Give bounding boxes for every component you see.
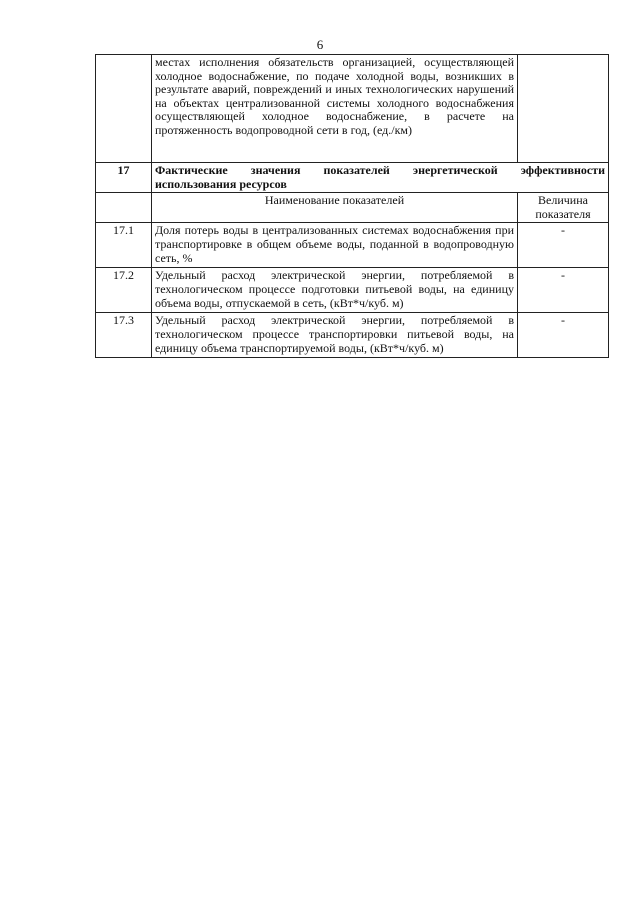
table-header-row [96, 193, 609, 223]
table-row [96, 223, 609, 268]
row-text: Доля потерь воды в централизованных системах водоснабжения при транспортировке в общем объеме воды, поданной в водопроводную сеть, % [152, 223, 518, 268]
row-value: - [518, 313, 609, 358]
row-number: 17.3 [96, 313, 152, 358]
row-number: 17.1 [96, 223, 152, 268]
continuation-value [518, 55, 609, 163]
table-row [96, 268, 609, 313]
table-row-section-17 [96, 163, 609, 193]
table-row-continuation [96, 55, 609, 163]
row-value: - [518, 268, 609, 313]
header-value: Величина показателя [518, 193, 609, 223]
section-number: 17 [96, 163, 152, 193]
table-row [96, 313, 609, 358]
header-number-cell [96, 193, 152, 223]
row-value: - [518, 223, 609, 268]
row-number: 17.2 [96, 268, 152, 313]
page-number: 6 [316, 37, 324, 52]
row-text: Удельный расход электрической энергии, потребляемой в технологическом процессе подготовки питьевой воды, на единицу объема воды, отпускаемой в сеть, (кВт*ч/куб. м) [152, 268, 518, 313]
continuation-text: местах исполнения обязательств организацией, осуществляющей холодное водоснабжение, по подаче холодной воды, возникших в результате аварий, повреждений и иных технологических нарушений на объектах централизованной системы холодного водоснабжения осуществляющей холодное водоснабжение, в расчете на протяженность водопроводной сети в год, (ед./км) [152, 55, 518, 163]
continuation-number-cell [96, 55, 152, 163]
section-title: Фактические значения показателей энергетической эффективности использования ресурсов [152, 163, 609, 193]
header-name: Наименование показателей [152, 193, 518, 223]
indicators-table [95, 54, 609, 358]
row-text: Удельный расход электрической энергии, потребляемой в технологическом процессе транспортировки питьевой воды, на единицу объема транспортируемой воды, (кВт*ч/куб. м) [152, 313, 518, 358]
